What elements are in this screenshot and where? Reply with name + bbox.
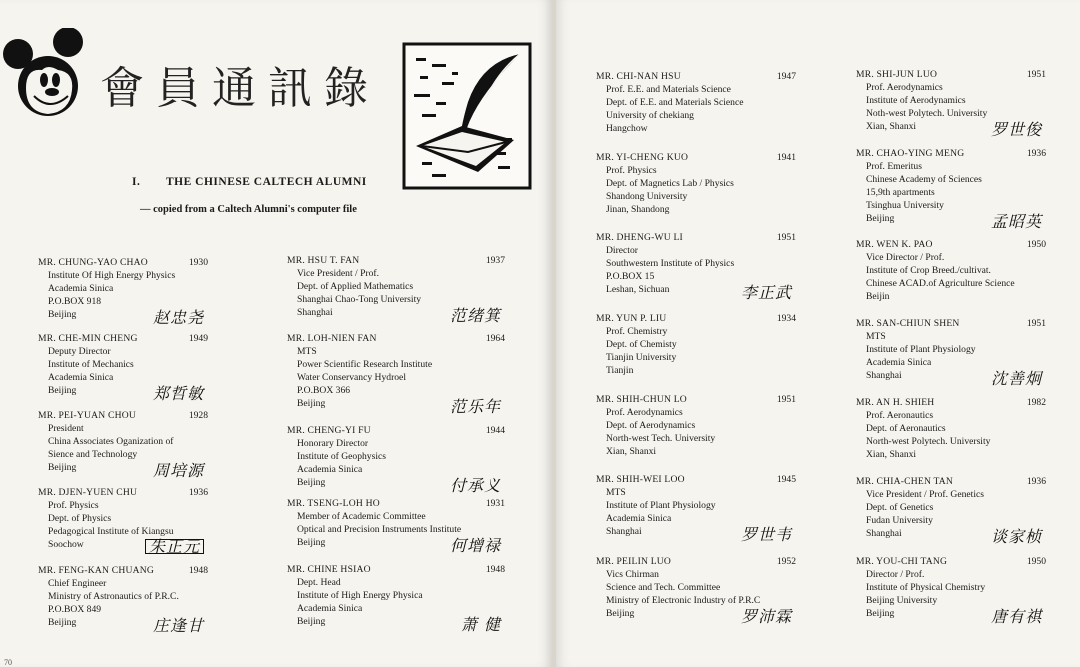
alumni-entry: [596, 151, 796, 216]
handwritten-signature: 孟昭英: [990, 212, 1042, 231]
alumni-entry: [38, 256, 208, 327]
entry-header: [596, 231, 796, 244]
address-line: Institute of Physical Chemistry: [866, 582, 986, 593]
address-line: China Associates Oganization of: [48, 436, 174, 447]
address-line: P.O.BOX 849: [48, 604, 102, 615]
address-line: Vice President / Prof. Genetics: [866, 489, 984, 500]
alumni-entry: [856, 68, 1046, 139]
address-line: P.O.BOX 918: [48, 296, 102, 307]
entry-header: [38, 486, 208, 499]
alumni-name: MR. YUN P. LIU: [596, 313, 667, 324]
graduation-year: 1931: [485, 498, 505, 509]
section-number: I.: [132, 176, 141, 188]
address-line: Dept. of Genetics: [866, 502, 934, 513]
graduation-year: 1951: [1026, 69, 1046, 80]
address-line: Academia Sinica: [606, 513, 672, 524]
entry-header: [38, 332, 208, 345]
alumni-entry: [287, 497, 505, 555]
graduation-year: 1936: [1026, 148, 1046, 159]
graduation-year: 1951: [776, 232, 796, 243]
entry-header: [38, 409, 208, 422]
handwritten-signature: 罗世俊: [990, 120, 1042, 139]
alumni-entry: [856, 238, 1046, 303]
handwritten-signature: 萧 健: [460, 615, 501, 634]
address-line: Vice President / Prof.: [297, 268, 380, 279]
address-line: Institute of Aerodynamics: [866, 95, 966, 106]
handwritten-signature: 罗世韦: [740, 525, 792, 544]
address-line: Academia Sinica: [866, 357, 932, 368]
address-line: Beijing: [48, 462, 77, 473]
entry-header: [856, 475, 1046, 488]
graduation-year: 1951: [1026, 318, 1046, 329]
address-line: Shanghai: [866, 528, 902, 539]
address-line: Leshan, Sichuan: [606, 284, 670, 295]
section-title-text: THE CHINESE CALTECH ALUMNI: [166, 176, 367, 188]
entry-header: [856, 317, 1046, 330]
address-line: Dept. of E.E. and Materials Science: [606, 97, 744, 108]
address-line: Beijing: [48, 309, 77, 320]
address-line: MTS: [297, 346, 317, 357]
address-line: Director / Prof.: [866, 569, 925, 580]
address-line: Dept. of Chemisty: [606, 339, 677, 350]
address-line: Institute of Plant Physiology: [866, 344, 976, 355]
entry-header: [596, 473, 796, 486]
handwritten-signature: 唐有祺: [990, 607, 1042, 626]
entry-header: [287, 254, 505, 267]
address-line: Beijing: [866, 608, 895, 619]
address-line: Honorary Director: [297, 438, 369, 449]
address-line: Ministry of Electronic Industry of P.R.C: [606, 595, 761, 606]
alumni-entry: [38, 409, 208, 480]
graduation-year: 1950: [1026, 556, 1046, 567]
alumni-name: MR. WEN K. PAO: [856, 239, 933, 250]
alumni-name: MR. CHAO-YING MENG: [856, 148, 965, 159]
address-line: Tianjin University: [606, 352, 677, 363]
address-line: Shanghai: [297, 307, 333, 318]
section-title: [132, 176, 367, 188]
alumni-entry: [596, 312, 796, 377]
entry-header: [596, 393, 796, 406]
entry-header: [287, 497, 505, 510]
address-line: Tsinghua University: [866, 200, 944, 211]
graduation-year: 1964: [485, 333, 505, 344]
alumni-name: MR. PEILIN LUO: [596, 556, 672, 567]
alumni-entry: [596, 473, 796, 544]
right-page: [556, 0, 1080, 667]
address-line: Tianjin: [606, 365, 634, 376]
address-line: Dept. of Aerodynamics: [606, 420, 696, 431]
address-line: P.O.BOX 366: [297, 385, 351, 396]
alumni-name: MR. DJEN-YUEN CHU: [38, 487, 138, 498]
address-line: Beijing University: [866, 595, 938, 606]
address-line: Prof. Aeronautics: [866, 410, 934, 421]
address-line: Vics Chirman: [606, 569, 659, 580]
address-line: Institute of Plant Physiology: [606, 500, 716, 511]
alumni-name: MR. CHI-NAN HSU: [596, 71, 681, 82]
handwritten-signature: 周培源: [152, 461, 204, 480]
address-line: North-west Polytech. University: [866, 436, 991, 447]
graduation-year: 1949: [188, 333, 208, 344]
entry-header: [38, 564, 208, 577]
entry-header: [596, 555, 796, 568]
address-line: Hangchow: [606, 123, 648, 134]
address-line: Xian, Shanxi: [866, 121, 917, 132]
address-line: Optical and Precision Instruments Institute: [297, 524, 462, 535]
address-line: Institute of Mechanics: [48, 359, 134, 370]
address-line: Prof. Aerodynamics: [866, 82, 943, 93]
mickey-mouse-icon: [2, 28, 90, 120]
handwritten-signature: 赵忠尧: [152, 308, 204, 327]
graduation-year: 1928: [188, 410, 208, 421]
alumni-entry: [596, 70, 796, 135]
graduation-year: 1934: [776, 313, 796, 324]
entry-header: [287, 424, 505, 437]
graduation-year: 1948: [188, 565, 208, 576]
alumni-entry: [287, 254, 505, 325]
address-line: Beijing: [297, 477, 326, 488]
handwritten-signature: 朱正元: [145, 539, 204, 554]
alumni-name: MR. FENG-KAN CHUANG: [38, 565, 154, 576]
alumni-name: MR. HSU T. FAN: [287, 255, 360, 266]
address-line: Deputy Director: [48, 346, 111, 357]
alumni-name: MR. CHE-MIN CHENG: [38, 333, 138, 344]
graduation-year: 1947: [776, 71, 796, 82]
alumni-entry: [287, 332, 505, 416]
alumni-name: MR. SHI-JUN LUO: [856, 69, 938, 80]
alumni-entry: [856, 396, 1046, 461]
address-line: Shanghai Chao-Tong University: [297, 294, 422, 305]
alumni-entry: [287, 563, 505, 634]
address-line: MTS: [866, 331, 886, 342]
graduation-year: 1944: [485, 425, 505, 436]
alumni-name: MR. CHUNG-YAO CHAO: [38, 257, 148, 268]
alumni-name: MR. SHIH-WEI LOO: [596, 474, 685, 485]
address-line: Institute of Crop Breed./cultivat.: [866, 265, 991, 276]
handwritten-signature: 庄逢甘: [152, 616, 204, 635]
address-line: Prof. Aerodynamics: [606, 407, 683, 418]
graduation-year: 1952: [776, 556, 796, 567]
handwritten-signature: 付承义: [449, 476, 501, 495]
address-line: Fudan University: [866, 515, 933, 526]
address-line: Dept. of Applied Mathematics: [297, 281, 414, 292]
handwritten-signature: 范绪箕: [449, 306, 501, 325]
alumni-entry: [856, 147, 1046, 231]
address-line: Beijing: [606, 608, 635, 619]
address-line: Institute of Geophysics: [297, 451, 386, 462]
entry-header: [856, 396, 1046, 409]
address-line: Academia Sinica: [48, 283, 114, 294]
entry-header: [287, 332, 505, 345]
entry-header: [596, 70, 796, 83]
handwritten-signature: 郑哲敏: [152, 384, 204, 403]
entry-header: [596, 151, 796, 164]
entry-header: [38, 256, 208, 269]
address-line: Water Conservancy Hydroel: [297, 372, 406, 383]
entry-header: [856, 238, 1046, 251]
address-line: President: [48, 423, 84, 434]
graduation-year: 1950: [1026, 239, 1046, 250]
alumni-entry: [38, 564, 208, 635]
address-line: Academia Sinica: [48, 372, 114, 383]
address-line: Beijing: [48, 617, 77, 628]
handwritten-signature: 罗沛霖: [740, 607, 792, 626]
alumni-entry: [287, 424, 505, 495]
graduation-year: 1936: [1026, 476, 1046, 487]
address-line: Soochow: [48, 539, 84, 550]
alumni-entry: [38, 486, 208, 556]
address-line: Xian, Shanxi: [866, 449, 917, 460]
alumni-name: MR. YI-CHENG KUO: [596, 152, 689, 163]
address-line: Institute Of High Energy Physics: [48, 270, 176, 281]
entry-header: [596, 312, 796, 325]
entry-header: [856, 147, 1046, 160]
alumni-name: MR. SHIH-CHUN LO: [596, 394, 687, 405]
address-line: Chinese ACAD.of Agriculture Science: [866, 278, 1015, 289]
address-line: Jinan, Shandong: [606, 204, 670, 215]
graduation-year: 1930: [188, 257, 208, 268]
page-number: 70: [4, 658, 12, 667]
alumni-entry: [856, 475, 1046, 546]
address-line: Sience and Technology: [48, 449, 138, 460]
alumni-name: MR. CHINE HSIAO: [287, 564, 371, 575]
address-line: Ministry of Astronautics of P.R.C.: [48, 591, 179, 602]
graduation-year: 1936: [188, 487, 208, 498]
handwritten-signature: 谈家桢: [990, 527, 1042, 546]
section-subtitle: — copied from a Caltech Alumni's computer file: [140, 204, 357, 215]
address-line: Beijing: [297, 616, 326, 627]
address-line: Shandong University: [606, 191, 688, 202]
alumni-entry: [596, 393, 796, 458]
address-line: Dept. of Physics: [48, 513, 112, 524]
address-line: 15,9th apartments: [866, 187, 935, 198]
address-line: Pedagogical Institute of Kiangsu: [48, 526, 174, 537]
handwritten-signature: 范乐年: [449, 397, 501, 416]
alumni-entry: [596, 231, 796, 302]
alumni-entry: [38, 332, 208, 403]
address-line: Beijin: [866, 291, 890, 302]
address-line: Beijing: [297, 398, 326, 409]
alumni-name: MR. CHIA-CHEN TAN: [856, 476, 954, 487]
alumni-name: MR. YOU-CHI TANG: [856, 556, 948, 567]
graduation-year: 1982: [1026, 397, 1046, 408]
alumni-name: MR. CHENG-YI FU: [287, 425, 371, 436]
alumni-entry: [856, 555, 1046, 626]
address-line: Chinese Academy of Sciences: [866, 174, 982, 185]
address-line: Prof. Physics: [606, 165, 657, 176]
entry-header: [856, 555, 1046, 568]
entry-header: [856, 68, 1046, 81]
handwritten-signature: 沈善炯: [990, 369, 1042, 388]
address-line: Academia Sinica: [297, 603, 363, 614]
alumni-name: MR. SAN-CHIUN SHEN: [856, 318, 960, 329]
address-line: Science and Tech. Committee: [606, 582, 721, 593]
address-line: Director: [606, 245, 638, 256]
address-line: Beijing: [297, 537, 326, 548]
graduation-year: 1941: [776, 152, 796, 163]
address-line: Prof. Emeritus: [866, 161, 922, 172]
alumni-name: MR. AN H. SHIEH: [856, 397, 935, 408]
graduation-year: 1951: [776, 394, 796, 405]
quill-envelope-illustration: [402, 42, 532, 190]
address-line: Shanghai: [866, 370, 902, 381]
address-line: Prof. Physics: [48, 500, 99, 511]
address-line: Member of Academic Committee: [297, 511, 426, 522]
address-line: North-west Tech. University: [606, 433, 716, 444]
address-line: University of chekiang: [606, 110, 694, 121]
address-line: Beijing: [866, 213, 895, 224]
address-line: P.O.BOX 15: [606, 271, 655, 282]
address-line: Southwestern Institute of Physics: [606, 258, 735, 269]
graduation-year: 1948: [485, 564, 505, 575]
handwritten-signature: 李正武: [740, 283, 792, 302]
alumni-name: MR. DHENG-WU LI: [596, 232, 683, 243]
entry-header: [287, 563, 505, 576]
address-line: Academia Sinica: [297, 464, 363, 475]
address-line: Institute of High Energy Physica: [297, 590, 423, 601]
address-line: Dept. Head: [297, 577, 341, 588]
address-line: Prof. Chemistry: [606, 326, 668, 337]
address-line: Noth-west Polytech. University: [866, 108, 988, 119]
handwritten-signature: 何增禄: [449, 536, 501, 555]
alumni-entry: [856, 317, 1046, 388]
address-line: Chief Engineer: [48, 578, 107, 589]
address-line: Dept. of Aeronautics: [866, 423, 946, 434]
alumni-name: MR. TSENG-LOH HO: [287, 498, 380, 509]
address-line: Shanghai: [606, 526, 642, 537]
address-line: Xian, Shanxi: [606, 446, 657, 457]
page-heading: 會員通訊錄: [100, 63, 380, 114]
alumni-entry: [596, 555, 796, 626]
address-line: Prof. E.E. and Materials Science: [606, 84, 731, 95]
alumni-name: MR. PEI-YUAN CHOU: [38, 410, 137, 421]
address-line: Power Scientific Research Institute: [297, 359, 433, 370]
address-line: Vice Director / Prof.: [866, 252, 945, 263]
alumni-name: MR. LOH-NIEN FAN: [287, 333, 377, 344]
address-line: Beijing: [48, 385, 77, 396]
address-line: Dept. of Magnetics Lab / Physics: [606, 178, 734, 189]
graduation-year: 1937: [485, 255, 505, 266]
address-line: MTS: [606, 487, 626, 498]
graduation-year: 1945: [776, 474, 796, 485]
